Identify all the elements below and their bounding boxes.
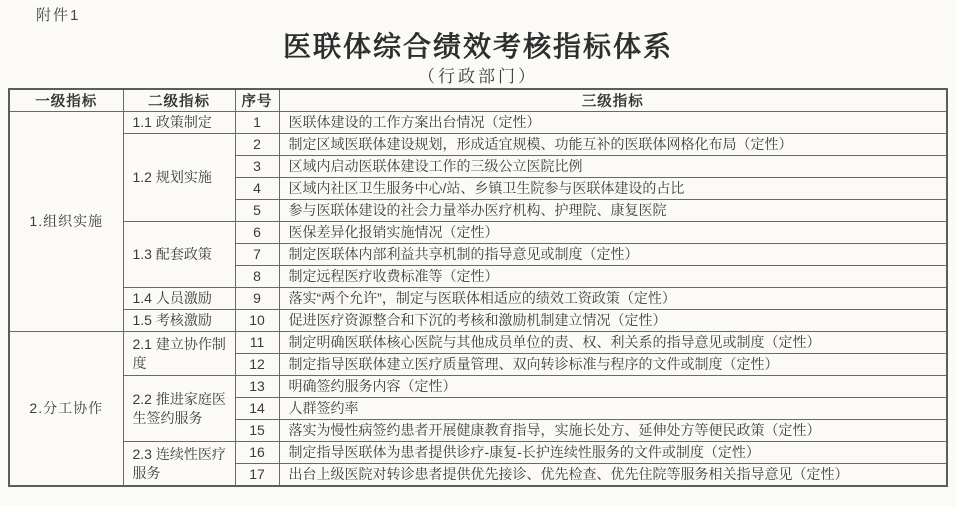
- level3-indicator-cell: 促进医疗资源整合和下沉的考核和激励机制建立情况（定性）: [279, 310, 947, 332]
- level2-indicator-cell: 1.3 配套政策: [123, 222, 235, 288]
- serial-number-cell: 1: [235, 112, 279, 134]
- serial-number-cell: 6: [235, 222, 279, 244]
- level2-indicator-cell: 2.2 推进家庭医生签约服务: [123, 376, 235, 442]
- level3-indicator-cell: 区域内社区卫生服务中心/站、乡镇卫生院参与医联体建设的占比: [279, 178, 947, 200]
- level3-indicator-cell: 出台上级医院对转诊患者提供优先接诊、优先检查、优先住院等服务相关指导意见（定性）: [279, 464, 947, 487]
- level2-indicator-cell: 1.2 规划实施: [123, 134, 235, 222]
- serial-number-cell: 3: [235, 156, 279, 178]
- table-row: [9, 288, 947, 310]
- level3-indicator-cell: 制定区域医联体建设规划，形成适宜规模、功能互补的医联体网格化布局（定性）: [279, 134, 947, 156]
- serial-number-cell: 11: [235, 332, 279, 354]
- serial-number-cell: 5: [235, 200, 279, 222]
- serial-number-cell: 4: [235, 178, 279, 200]
- level1-indicator-cell: 2.分工协作: [9, 332, 123, 487]
- table-row: [9, 134, 947, 156]
- header-level3-indicator: 三级指标: [279, 89, 947, 112]
- level3-indicator-cell: 参与医联体建设的社会力量举办医疗机构、护理院、康复医院: [279, 200, 947, 222]
- page-title: 医联体综合绩效考核指标体系: [282, 31, 673, 62]
- level2-indicator-cell: 2.1 建立协作制度: [123, 332, 235, 376]
- level3-indicator-cell: 明确签约服务内容（定性）: [279, 376, 947, 398]
- level3-indicator-cell: 制定医联体内部利益共享机制的指导意见或制度（定性）: [279, 244, 947, 266]
- serial-number-cell: 13: [235, 376, 279, 398]
- table-row: [9, 442, 947, 464]
- level3-indicator-cell: 人群签约率: [279, 398, 947, 420]
- level3-indicator-cell: 制定指导医联体建立医疗质量管理、双向转诊标准与程序的文件或制度（定性）: [279, 354, 947, 376]
- level3-indicator-cell: 医联体建设的工作方案出台情况（定性）: [279, 112, 947, 134]
- page-subtitle: （行政部门）: [418, 67, 538, 86]
- header-level1-indicator: 一级指标: [9, 89, 123, 112]
- serial-number-cell: 7: [235, 244, 279, 266]
- serial-number-cell: 14: [235, 398, 279, 420]
- header-serial-number: 序号: [235, 89, 279, 112]
- header-level2-indicator: 二级指标: [123, 89, 235, 112]
- table-row: [9, 376, 947, 398]
- level3-indicator-cell: 制定明确医联体核心医院与其他成员单位的责、权、利关系的指导意见或制度（定性）: [279, 332, 947, 354]
- level3-indicator-cell: 制定远程医疗收费标准等（定性）: [279, 266, 947, 288]
- indicator-table: [8, 88, 948, 487]
- table-row: [9, 332, 947, 354]
- level3-indicator-cell: 落实为慢性病签约患者开展健康教育指导，实施长处方、延伸处方等便民政策（定性）: [279, 420, 947, 442]
- table-row: [9, 222, 947, 244]
- level3-indicator-cell: 落实“两个允许”，制定与医联体相适应的绩效工资政策（定性）: [279, 288, 947, 310]
- serial-number-cell: 8: [235, 266, 279, 288]
- level3-indicator-cell: 医保差异化报销实施情况（定性）: [279, 222, 947, 244]
- serial-number-cell: 12: [235, 354, 279, 376]
- serial-number-cell: 16: [235, 442, 279, 464]
- table-row: [9, 112, 947, 134]
- level2-indicator-cell: 2.3 连续性医疗服务: [123, 442, 235, 487]
- level2-indicator-cell: 1.5 考核激励: [123, 310, 235, 332]
- level3-indicator-cell: 制定指导医联体为患者提供诊疗-康复-长护连续性服务的文件或制度（定性）: [279, 442, 947, 464]
- level2-indicator-cell: 1.4 人员激励: [123, 288, 235, 310]
- serial-number-cell: 15: [235, 420, 279, 442]
- level3-indicator-cell: 区域内启动医联体建设工作的三级公立医院比例: [279, 156, 947, 178]
- level2-indicator-cell: 1.1 政策制定: [123, 112, 235, 134]
- serial-number-cell: 17: [235, 464, 279, 487]
- serial-number-cell: 10: [235, 310, 279, 332]
- table-row: [9, 310, 947, 332]
- attachment-label: 附件1: [36, 7, 81, 24]
- serial-number-cell: 2: [235, 134, 279, 156]
- serial-number-cell: 9: [235, 288, 279, 310]
- table-header-row: [9, 89, 947, 112]
- level1-indicator-cell: 1.组织实施: [9, 112, 123, 332]
